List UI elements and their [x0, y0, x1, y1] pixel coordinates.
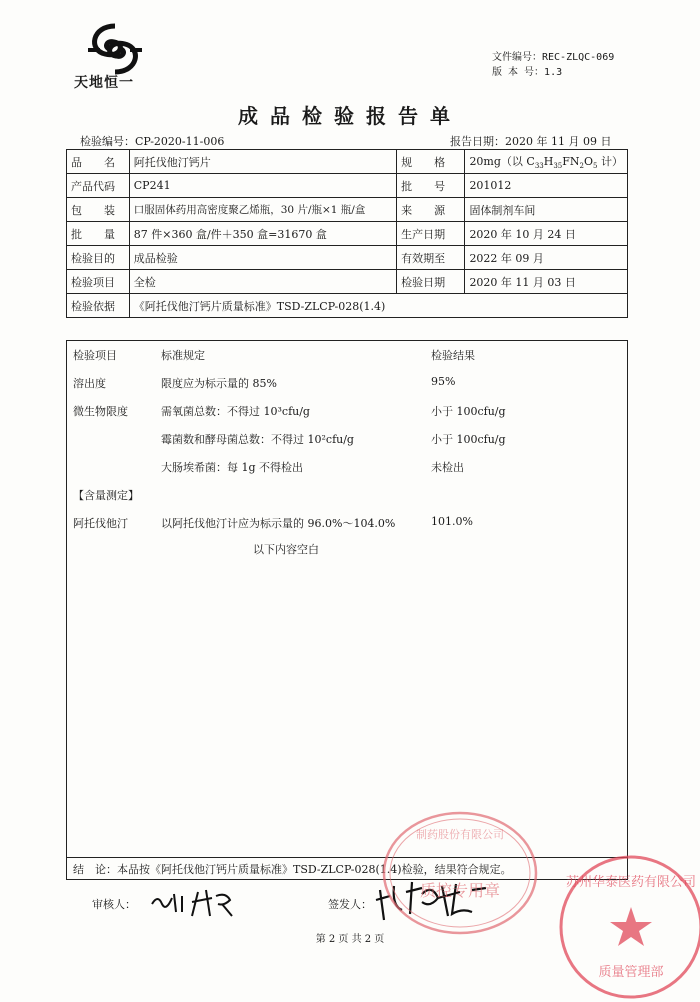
results-head-result: 检验结果 — [431, 349, 475, 362]
label-batch-size: 批 量 — [67, 222, 130, 246]
label-packaging: 包 装 — [67, 198, 130, 222]
svg-text:制药股份有限公司: 制药股份有限公司 — [416, 828, 504, 841]
issuer-label: 签发人： — [328, 898, 372, 911]
version-label: 版 本 号： — [492, 67, 545, 78]
label-batch-no: 批 号 — [397, 174, 465, 198]
inspection-number: 检验编号：CP-2020-11-006 — [80, 135, 225, 148]
table-row — [67, 270, 628, 294]
value-inspection-date: 2020 年 11 月 03 日 — [465, 270, 628, 294]
table-row — [67, 246, 628, 270]
value-basis: 《阿托伐他汀钙片质量标准》TSD-ZLCP-028(1.4) — [129, 294, 627, 318]
result-value: 95% — [431, 375, 456, 388]
label-test-items: 检验项目 — [67, 270, 130, 294]
result-value: 小于 100cfu/g — [431, 405, 506, 418]
table-row — [67, 150, 628, 174]
value-batch-no: 201012 — [465, 174, 628, 198]
result-standard: 需氧菌总数：不得过 10³cfu/g — [161, 405, 310, 418]
value-purpose: 成品检验 — [129, 246, 396, 270]
blank-note: 以下内容空白 — [253, 543, 319, 556]
label-source: 来 源 — [397, 198, 465, 222]
svg-text:苏州华泰医药有限公司: 苏州华泰医药有限公司 — [565, 875, 697, 890]
value-spec: 20mg（以 $C_{33}H_{35}FN_2O_5$ 计） — [465, 150, 628, 174]
result-item: 溶出度 — [73, 377, 106, 390]
reviewer-signature — [146, 884, 256, 920]
page-title: 成品检验报告单 — [238, 104, 462, 128]
result-item: 微生物限度 — [73, 405, 128, 418]
svg-text:质控专用章: 质控专用章 — [419, 881, 501, 900]
label-product-name: 品 名 — [67, 150, 130, 174]
qc-stamp — [380, 808, 540, 938]
results-head-item: 检验项目 — [73, 349, 117, 362]
product-info-table — [66, 149, 628, 318]
value-packaging: 口服固体药用高密度聚乙烯瓶，30 片/瓶×1 瓶/盒 — [129, 198, 396, 222]
result-value: 小于 100cfu/g — [431, 433, 506, 446]
result-standard: 霉菌数和酵母菌总数：不得过 10²cfu/g — [161, 433, 354, 446]
table-row — [67, 174, 628, 198]
result-standard: 大肠埃希菌：每 1g 不得检出 — [161, 461, 304, 474]
section-heading-content: 【含量测定】 — [73, 489, 139, 502]
doc-no-label: 文件编号： — [492, 52, 542, 63]
result-standard: 限度应为标示量的 85% — [161, 377, 277, 390]
conclusion: 结 论：本品按《阿托伐他汀钙片质量标准》TSD-ZLCP-028(1.4)检验，结果符合规定。 — [67, 857, 627, 880]
logo-swirl-icon — [60, 20, 170, 80]
value-source: 固体制剂车间 — [465, 198, 628, 222]
table-row — [67, 294, 628, 318]
report-date: 报告日期：2020 年 11 月 09 日 — [450, 135, 612, 148]
results-section — [66, 340, 628, 880]
logo-text: 天地恒一 — [74, 75, 134, 91]
svg-text:质量管理部: 质量管理部 — [598, 965, 664, 980]
qa-stamp — [556, 852, 700, 1002]
result-value: 101.0% — [431, 515, 473, 528]
table-row — [67, 198, 628, 222]
result-standard: 以阿托伐他汀计应为标示量的 96.0%～104.0% — [161, 517, 396, 530]
value-product-name: 阿托伐他汀钙片 — [129, 150, 396, 174]
label-purpose: 检验目的 — [67, 246, 130, 270]
value-test-items: 全检 — [129, 270, 396, 294]
result-value: 未检出 — [431, 461, 464, 474]
value-product-code: CP241 — [129, 174, 396, 198]
document-info — [492, 50, 614, 80]
version: 1.3 — [544, 67, 563, 78]
doc-no: REC-ZLQC-069 — [542, 52, 615, 63]
reviewer-label: 审核人： — [92, 898, 136, 911]
value-expiry: 2022 年 09 月 — [465, 246, 628, 270]
value-batch-size: 87 件×360 盒/件＋350 盒=31670 盒 — [129, 222, 396, 246]
label-production-date: 生产日期 — [397, 222, 465, 246]
table-row — [67, 222, 628, 246]
label-basis: 检验依据 — [67, 294, 130, 318]
result-item: 阿托伐他汀 — [73, 517, 128, 530]
label-inspection-date: 检验日期 — [397, 270, 465, 294]
value-production-date: 2020 年 10 月 24 日 — [465, 222, 628, 246]
results-head-standard: 标准规定 — [161, 349, 205, 362]
page-number: 第 2 页 共 2 页 — [315, 934, 385, 945]
label-expiry: 有效期至 — [397, 246, 465, 270]
label-spec: 规 格 — [397, 150, 465, 174]
label-product-code: 产品代码 — [67, 174, 130, 198]
